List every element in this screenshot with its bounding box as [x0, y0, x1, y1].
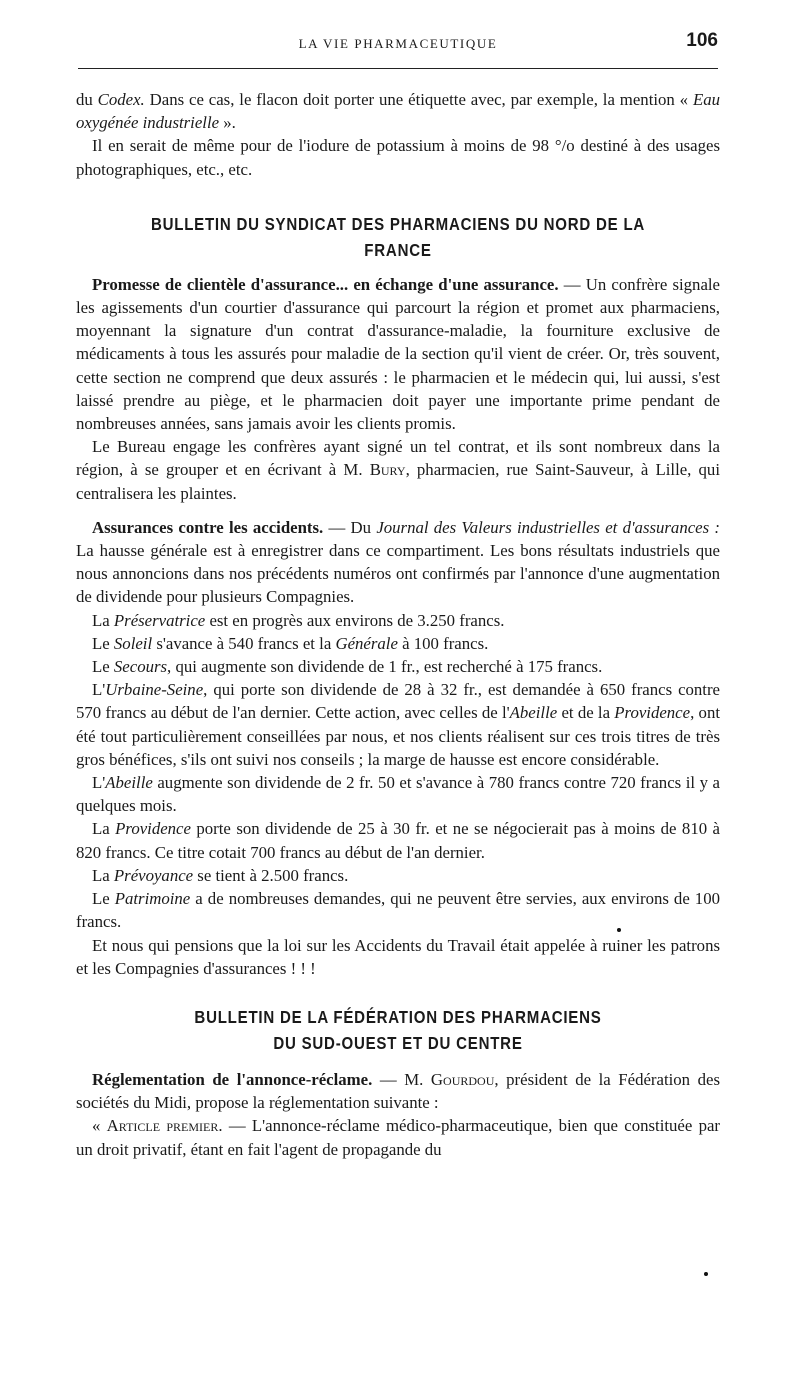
header-rule — [78, 68, 718, 69]
runin-title-promesse: Promesse de clientèle d'assurance... en échange d'une assurance. — [92, 274, 559, 294]
paragraph-bureau: Le Bureau engage les confrères ayant signé un tel contrat, et ils sont nombreux dans la région, à se grouper et en écrivant à M. Bury, pharmacien, rue Saint-Sauveur, à Lille, qui centralisera les plaintes. — [76, 437, 720, 503]
section-heading-sud-line1: BULLETIN DE LA FÉDÉRATION DES PHARMACIENS — [194, 1006, 602, 1027]
journal-reference: Journal des Valeurs industrielles et d'assurances : — [376, 517, 720, 537]
paragraph-assurances: Assurances contre les accidents. — Du Journal des Valeurs industrielles et d'assurances : La hausse générale est à enregistrer dans ce compartiment. Les bons résultats industriels que nous annoncions dans nos précédents numéros ont confirmés par l'annonce d'une augmentation de dividende pour plusieurs Compagnies. — [76, 517, 720, 607]
person-name-gourdou: Gourdou — [430, 1069, 495, 1089]
section-heading-nord: BULLETIN DU SYNDICAT DES PHARMACIENS DU NORD DE LA FRANCE — [150, 213, 646, 260]
paragraph-reglementation: Réglementation de l'annonce-réclame. — M. Gourdou, président de la Fédération des sociétés du Midi, propose la réglementation suivante : — [76, 1069, 720, 1113]
paragraph-abeille: L'Abeille augmente son dividende de 2 fr. 50 et s'avance à 780 francs contre 720 francs il y a quelques mois. — [76, 773, 720, 816]
print-speck — [704, 1272, 708, 1276]
section-heading-sud-line2: DU SUD-OUEST ET DU CENTRE — [273, 1032, 523, 1053]
section-heading-sud-ouest — [121, 1004, 675, 1056]
eau-oxygenee-label: Eau oxygénée industrielle — [76, 90, 720, 133]
paragraph-providence: La Providence porte son dividende de 25 à 30 fr. et ne se négocierait pas à moins de 810 à 820 francs. Ce titre cotait 700 francs au début de l'an dernier. — [76, 819, 720, 862]
article-label: Article premier. — [106, 1116, 223, 1136]
page-body — [76, 88, 720, 1161]
paragraph-article-premier: « Article premier. — L'annonce-réclame médico-pharmaceutique, bien que constituée par un droit privatif, étant en fait l'agent de propagande du — [76, 1116, 721, 1159]
paragraph-preservatrice: La Préservatrice est en progrès aux environs de 3.250 francs. — [92, 610, 505, 630]
paragraph-prevoyance: La Prévoyance se tient à 2.500 francs. — [92, 865, 349, 885]
intro-paragraph-iodure: Il en serait de même pour de l'iodure de potassium à moins de 98 °/o destiné à des usages photographiques, etc., etc. — [76, 136, 720, 179]
running-title: LA VIE PHARMACEUTIQUE — [298, 36, 498, 51]
paragraph-secours: Le Secours, qui augmente son dividende de 1 fr., est recherché à 175 francs. — [92, 657, 603, 677]
page-number: 106 — [686, 30, 718, 51]
paragraph-urbaine: L'Urbaine-Seine, qui porte son dividende de 28 à 32 fr., est demandée à 650 francs contre 570 francs au début de l'an dernier. Cette action, avec celles de l'Abeille et de la Providence, ont été tout particulièrement conseillées par nous, et nos clients réalisent sur ces trois titres de très gros bénéfices, s'ils ont suivi nos conseils ; la marge de hausse est encore considérable. — [76, 680, 720, 769]
paragraph-soleil: Le Soleil s'avance à 540 francs et la Générale à 100 francs. — [92, 633, 489, 653]
running-head — [78, 30, 718, 58]
person-name-bury: Bury — [369, 460, 406, 480]
paragraph-closing: Et nous qui pensions que la loi sur les Accidents du Travail était appelée à ruiner les patrons et les Compagnies d'assurances ! ! ! — [76, 935, 720, 978]
print-speck — [617, 928, 621, 932]
runin-title-reglementation: Réglementation de l'annonce-réclame. — [92, 1069, 373, 1089]
codex-reference: Codex. — [97, 90, 145, 109]
intro-paragraph-codex: du Codex. Dans ce cas, le flacon doit porter une étiquette avec, par exemple, la mention « Eau oxygénée industrielle ». — [76, 90, 720, 133]
paragraph-promesse: Promesse de clientèle d'assurance... en échange d'une assurance. — Un confrère signale les agissements d'un courtier d'assurance qui parcourt la région et promet aux pharmaciens, moyennant la signature d'un contrat d'assurance-maladie, la fourniture exclusive de médicaments à tous les assurés pour maladie de la section qu'il vient de créer. Or, très souvent, cette section ne comprend que deux assurés : le pharmacien et le médecin qui, lui aussi, s'est laissé prendre au piège, et le pharmacien doit payer une importante prime pendant de nombreuses années, sans jamais avoir les clients promis. — [76, 274, 720, 434]
runin-title-assurances: Assurances contre les accidents. — [92, 517, 324, 537]
paragraph-patrimoine: Le Patrimoine a de nombreuses demandes, qui ne peuvent être servies, aux environs de 100 francs. — [76, 889, 720, 932]
